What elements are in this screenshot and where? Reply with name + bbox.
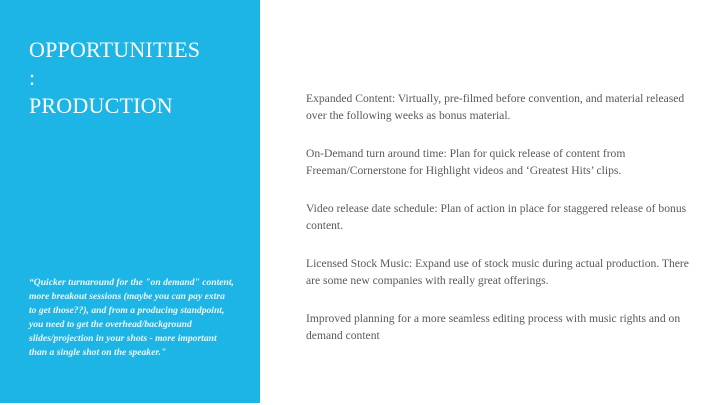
- title-panel: [0, 0, 260, 403]
- opportunity-licensed-stock-music: Licensed Stock Music: Expand use of stock music during actual production. There are some new companies with really great offerings.: [306, 257, 689, 287]
- opportunity-improved-planning: Improved planning for a more seamless editing process with music rights and on demand content: [306, 312, 681, 342]
- title-line-2: :: [29, 65, 36, 90]
- opportunity-list: [306, 90, 698, 344]
- opportunity-video-release-schedule: Video release date schedule: Plan of action in place for staggered release of bonus content.: [306, 202, 687, 232]
- customer-quote: “Quicker turnaround for the "on demand" content, more breakout sessions (maybe you can pay extra to get those??), and from a producing standpoint, you need to get the overhead/background slides/projection in your shots - more important than a single shot on the speaker.": [29, 277, 234, 358]
- title-line-1: OPPORTUNITIES: [29, 37, 201, 62]
- title-line-3: PRODUCTION: [29, 93, 173, 118]
- opportunity-expanded-content: Expanded Content: Virtually, pre-filmed before convention, and material released over the following weeks as bonus material.: [306, 92, 685, 122]
- slide-title: [29, 36, 254, 120]
- opportunity-on-demand-turnaround: On-Demand turn around time: Plan for quick release of content from Freeman/Cornerstone for Highlight videos and ‘Greatest Hits’ clips.: [306, 147, 626, 177]
